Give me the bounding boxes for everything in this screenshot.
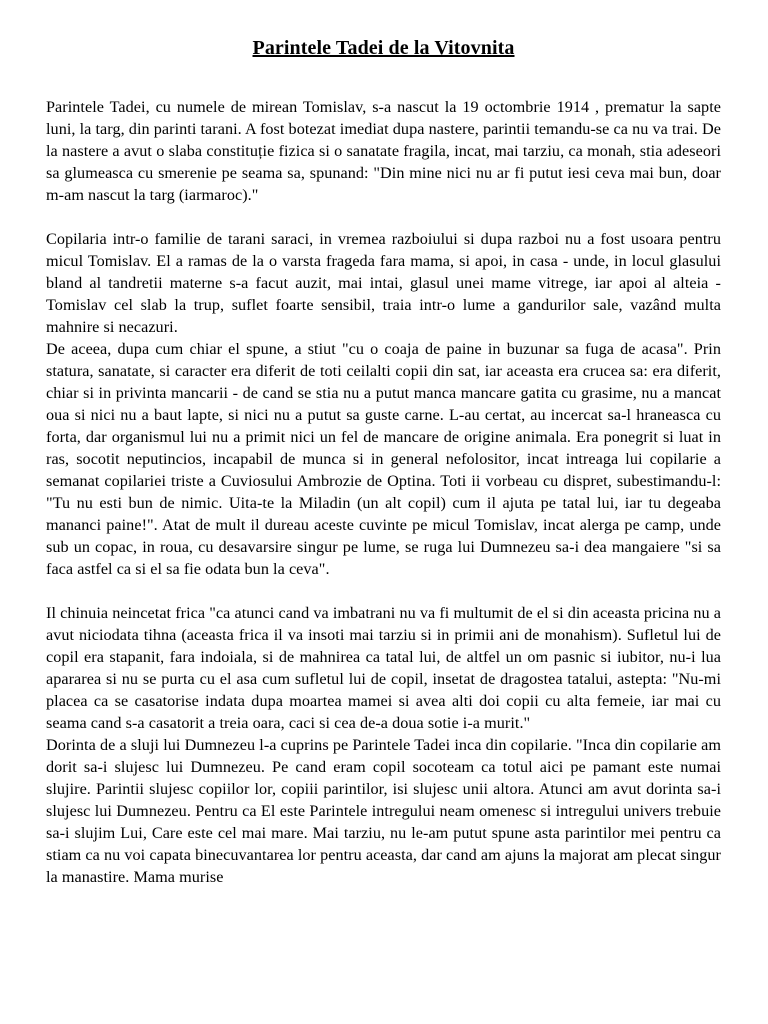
paragraph-difference: De aceea, dupa cum chiar el spune, a stiut "cu o coaja de paine in buzunar sa fuga de acasa". Prin statura, sanatate, si caracter era diferit de toti ceilalti copii din sat, iar aceasta era crucea sa: era diferit, chiar si in privinta mancarii - de cand se stia nu a putut manca mancare gatita cu grasime, nu a mancat oua si nici nu a baut lapte, si nici nu a putut sa guste carne. L-au certat, au incercat sa-l hraneasca cu forta, dar organismul lui nu a primit nici un fel de mancare de origine animala. Era ponegrit si luat in ras, socotit neputincios, incapabil de munca si in general nefolositor, incat intreaga lui copilarie a semanat copilariei triste a Cuviosului Ambrozie de Optina. Toti ii vorbeau cu dispret, subestimandu-l: "Tu nu esti bun de nimic. Uita-te la Miladin (un alt copil) cum il ajuta pe tatal lui, iar tu degeaba mananci paine!". Atat de mult il dureau aceste cuvinte pe micul Tomislav, incat alerga pe camp, unde sub un copac, in roua, cu desavarsire singur pe lume, se ruga lui Dumnezeu sa-i dea mangaiere "si sa faca astfel ca si el sa fie odata bun la ceva". — [46, 340, 721, 578]
paragraph-fear: Il chinuia neincetat frica "ca atunci cand va imbatrani nu va fi multumit de el si din aceasta pricina nu a avut niciodata tihna (aceasta frica il va insoti mai tarziu si in primii ani de monahism). Sufletul lui de copil era stapanit, fara indoiala, si de mahnirea ca tatal lui, de altfel un om pasnic si iubitor, nu-i lua apararea si nu se purta cu el asa cum sufletul lui de copil, insetat de dragostea tatalui, astepta: "Nu-mi placea ca se casatorise indata dupa moartea mamei si avea alti doi copii cu alta femeie, iar mai cu seama cand s-a casatorit a treia oara, caci si cea de-a doua sotie i-a murit." — [46, 604, 721, 732]
document-body — [46, 96, 721, 888]
paragraph-spacer — [46, 206, 721, 228]
paragraph-spacer — [46, 580, 721, 602]
document-title: Parintele Tadei de la Vitovnita — [252, 37, 515, 59]
paragraph-birth: Parintele Tadei, cu numele de mirean Tomislav, s-a nascut la 19 octombrie 1914 , prematur la sapte luni, la targ, din parinti tarani. A fost botezat imediat dupa nastere, parintii temandu-se ca nu va trai. De la nastere a avut o slaba constituție fizica si o sanatate fragila, incat, mai tarziu, ca monah, stia adeseori sa glumeasca cu smerenie pe seama sa, spunand: "Din mine nici nu ar fi putut iesi ceva mai bun, doar m-am nascut la targ (iarmaroc)." — [46, 98, 721, 204]
paragraph-childhood: Copilaria intr-o familie de tarani saraci, in vremea razboiului si dupa razboi nu a fost usoara pentru micul Tomislav. El a ramas de la o varsta frageda fara mama, si apoi, in casa - unde, in locul glasului bland al tandretii materne s-a facut auzit, mai intai, glasul unei mame vitrege, iar apoi al alteia - Tomislav cel slab la trup, suflet foarte sensibil, traia intr-o lume a gandurilor sale, vazând multa mahnire si necazuri. — [46, 230, 721, 336]
document-page — [46, 0, 721, 888]
paragraph-desire-to-serve: Dorinta de a sluji lui Dumnezeu l-a cuprins pe Parintele Tadei inca din copilarie. "Inca din copilarie am dorit sa-i slujesc lui Dumnezeu. Pe cand eram copil socoteam ca totul aici pe pamant este numai slujire. Parintii slujesc copiilor lor, copiii parintilor, isi slujesc unii altora. Atunci am avut dorinta sa-i slujesc lui Dumnezeu. Pentru ca El este Parintele intregului neam omenesc si intregului univers trebuie sa-i slujim Lui, Care este cel mai mare. Mai tarziu, nu le-am putut spune asta parintilor mei pentru ca stiam ca nu voi capata binecuvantarea lor pentru aceasta, dar cand am ajuns la majorat am plecat singur la manastire. Mama murise — [46, 736, 721, 886]
